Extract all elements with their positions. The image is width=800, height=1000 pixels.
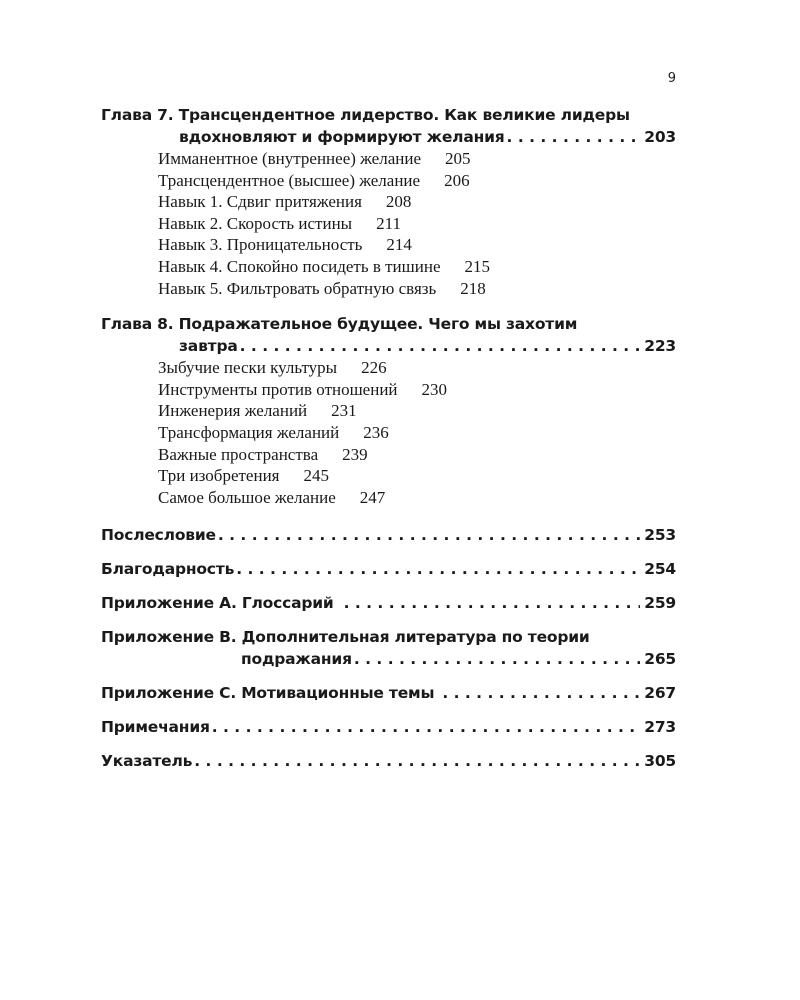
- section-page: 215: [464, 256, 490, 276]
- entry-title: Указатель: [101, 752, 193, 771]
- section-item: [158, 213, 676, 235]
- entry-page: 254: [644, 560, 676, 579]
- entry-title: Приложение А. Глоссарий: [101, 594, 334, 613]
- section-page: 214: [386, 235, 412, 255]
- dot-leader: [194, 750, 640, 772]
- section-page: 211: [376, 213, 401, 233]
- section-item: [158, 422, 676, 444]
- chapter-7-title-line2-text: вдохновляют и формируют желания: [179, 128, 505, 146]
- section-title: Самое большое желание: [158, 487, 336, 507]
- section-page: 247: [359, 487, 386, 507]
- entry-page: 253: [644, 526, 676, 545]
- dot-leader: [344, 592, 641, 614]
- section-page: 218: [460, 278, 486, 298]
- entry-title: Приложение С. Мотивационные темы: [101, 684, 435, 703]
- section-item: [158, 278, 676, 300]
- section-item: [158, 234, 676, 256]
- section-item: [158, 170, 676, 192]
- section-title: Три изобретения: [158, 466, 280, 486]
- toc-entry-acknowledgements: [101, 558, 676, 580]
- dot-leader: [442, 682, 640, 704]
- section-page: 236: [363, 422, 389, 442]
- chapter-8-title-line2-text: завтра: [179, 337, 238, 356]
- chapter-7-title-line2: [101, 126, 676, 148]
- entry-title: Примечания: [101, 718, 210, 737]
- entry-title: Послесловие: [101, 526, 216, 545]
- section-title: Навык 2. Скорость истины: [158, 213, 353, 233]
- section-title: Навык 1. Сдвиг притяжения: [158, 192, 362, 212]
- section-title: Важные пространства: [158, 444, 319, 464]
- chapter-7-sections: [101, 148, 676, 299]
- dot-leader: [240, 335, 641, 357]
- chapter-8-title-line2: [101, 335, 676, 357]
- section-title: Инструменты против отношений: [158, 379, 398, 399]
- chapter-8: [101, 313, 676, 508]
- entry-page: 305: [644, 752, 676, 771]
- section-title: Навык 5. Фильтровать обратную связь: [158, 278, 437, 298]
- section-item: [158, 379, 676, 401]
- chapter-8-page: 223: [644, 337, 676, 356]
- section-title: Трансцендентное (высшее) желание: [158, 170, 421, 190]
- dot-leader: [354, 648, 640, 670]
- section-title: Имманентное (внутреннее) желание: [158, 149, 421, 168]
- dot-leader: [218, 524, 640, 546]
- section-item: [158, 465, 676, 487]
- section-title: Навык 3. Проницательность: [158, 235, 363, 255]
- toc-entry-appendix-c: [101, 682, 676, 704]
- section-item: [158, 444, 676, 466]
- section-page: 239: [342, 444, 368, 464]
- appendix-b-title-line2-text: подражания: [241, 650, 352, 669]
- chapter-7-page: 203: [644, 128, 676, 146]
- section-title: Навык 4. Спокойно посидеть в тишине: [158, 256, 441, 276]
- section-page: 205: [445, 149, 471, 168]
- section-item: [158, 148, 676, 170]
- page-number: 9: [667, 71, 676, 86]
- entry-page: 267: [644, 684, 676, 703]
- dot-leader: [212, 716, 641, 738]
- section-title: Инженерия желаний: [158, 401, 308, 421]
- toc-entry-index: [101, 750, 676, 772]
- chapter-8-title-line1: Глава 8. Подражательное будущее. Чего мы захотим: [101, 315, 578, 334]
- section-title: Зыбучие пески культуры: [158, 358, 338, 378]
- chapter-7-title-line1: Глава 7. Трансцендентное лидерство. Как великие лидеры: [101, 106, 630, 124]
- section-item: [158, 256, 676, 278]
- chapter-7: [101, 104, 676, 299]
- entry-title: Благодарность: [101, 560, 235, 579]
- entry-page: 273: [644, 718, 676, 737]
- section-page: 231: [331, 401, 357, 421]
- appendix-b-title-line1: Приложение В. Дополнительная литература по теории: [101, 628, 590, 647]
- toc-entry-notes: [101, 716, 676, 738]
- section-page: 230: [421, 379, 448, 399]
- toc-entry-appendix-b: [101, 626, 676, 670]
- dot-leader: [507, 126, 641, 148]
- toc-entry-afterword: [101, 524, 676, 546]
- section-page: 206: [444, 170, 470, 190]
- section-title: Трансформация желаний: [158, 422, 340, 442]
- appendix-b-page: 265: [644, 650, 676, 669]
- section-item: [158, 487, 676, 509]
- section-page: 208: [385, 192, 412, 212]
- chapter-8-sections: [101, 357, 676, 508]
- section-page: 245: [303, 466, 329, 486]
- section-item: [158, 400, 676, 422]
- table-of-contents: [101, 104, 676, 784]
- section-page: 226: [361, 358, 387, 378]
- appendix-b-title-line2: [101, 648, 676, 670]
- entry-page: 259: [644, 594, 676, 613]
- dot-leader: [236, 558, 640, 580]
- section-item: [158, 357, 676, 379]
- toc-entry-appendix-a: [101, 592, 676, 614]
- section-item: [158, 191, 676, 213]
